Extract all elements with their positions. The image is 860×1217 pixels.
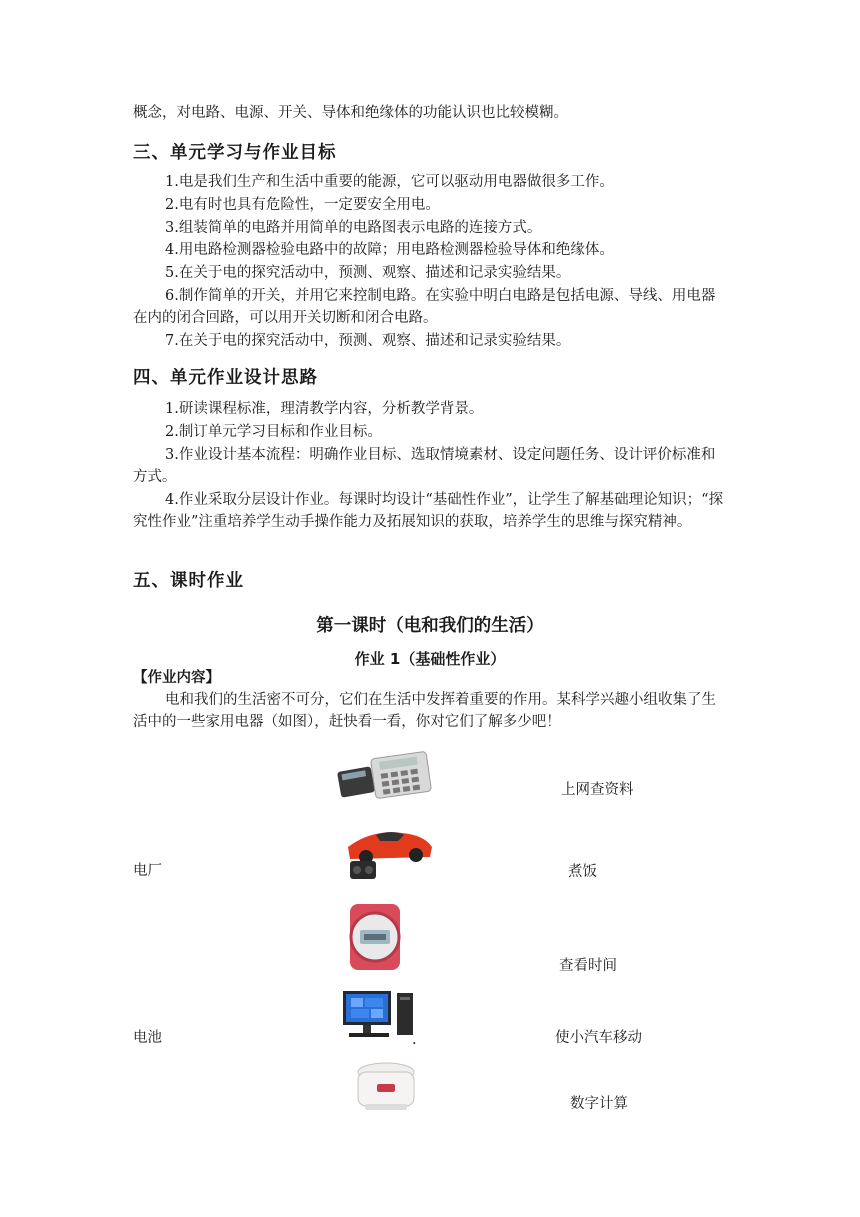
goal-item-2: 2.电有时也具有危险性，一定要安全用电。 bbox=[165, 197, 440, 213]
left-label-power-plant: 电厂 bbox=[133, 863, 162, 879]
right-label-calculate: 数字计算 bbox=[570, 1096, 628, 1112]
design-item-1: 1.研读课程标准，理清教学内容，分析教学背景。 bbox=[165, 401, 484, 417]
intro-tail-text: 概念，对电路、电源、开关、导体和绝缘体的功能认识也比较模糊。 bbox=[133, 105, 568, 121]
design-item-4: 4.作业采取分层设计作业。每课时均设计“基础性作业”，让学生了解基础理论知识；“探究性作业”注重培养学生动手操作能力及拓展知识的获取，培养学生的思维与探究精神。 bbox=[133, 492, 724, 530]
goal-item-5: 5.在关于电的探究活动中，预测、观察、描述和记录实验结果。 bbox=[165, 265, 571, 281]
dot-mark: . bbox=[412, 1032, 417, 1048]
section4-heading: 四、单元作业设计思路 bbox=[133, 368, 318, 388]
right-label-move-car: 使小汽车移动 bbox=[555, 1030, 642, 1046]
goal-item-4: 4.用电路检测器检验电路中的故障；用电路检测器检验导体和绝缘体。 bbox=[165, 242, 614, 258]
content-text: 电和我们的生活密不可分，它们在生活中发挥着重要的作用。某科学兴趣小组收集了生活中的一些家用电器（如图），赶快看一看，你对它们了解多少吧！ bbox=[133, 692, 716, 730]
watch-icon bbox=[340, 904, 410, 970]
rice-cooker-icon bbox=[355, 1060, 417, 1112]
goal-item-1: 1.电是我们生产和生活中重要的能源，它可以驱动用电器做很多工作。 bbox=[165, 174, 614, 190]
goal-item-6: 6.制作简单的开关，并用它来控制电路。在实验中明白电路是包括电源、导线、用电器在内的闭合回路，可以用开关切断和闭合电路。 bbox=[133, 288, 716, 326]
right-label-cook-rice: 煮饭 bbox=[568, 864, 597, 880]
left-label-battery: 电池 bbox=[133, 1030, 162, 1046]
computer-icon bbox=[339, 989, 417, 1041]
goal-item-7: 7.在关于电的探究活动中，预测、观察、描述和记录实验结果。 bbox=[165, 333, 571, 349]
content-label: 【作业内容】 bbox=[133, 669, 220, 686]
right-label-check-time: 查看时间 bbox=[559, 958, 617, 974]
toy-car-icon bbox=[342, 823, 436, 881]
goal-item-3: 3.组装简单的电路并用简单的电路图表示电路的连接方式。 bbox=[165, 220, 542, 236]
section3-heading: 三、单元学习与作业目标 bbox=[133, 143, 337, 163]
right-label-search-info: 上网查资料 bbox=[561, 782, 634, 798]
lesson-title: 第一课时（电和我们的生活） bbox=[316, 616, 544, 636]
section5-heading: 五、课时作业 bbox=[133, 571, 244, 591]
homework-title: 作业 1（基础性作业） bbox=[354, 650, 506, 668]
design-item-3: 3.作业设计基本流程：明确作业目标、选取情境素材、设定问题任务、设计评价标准和方式。 bbox=[133, 447, 716, 485]
design-item-2: 2.制订单元学习目标和作业目标。 bbox=[165, 424, 382, 440]
calculator-icon bbox=[337, 751, 433, 803]
